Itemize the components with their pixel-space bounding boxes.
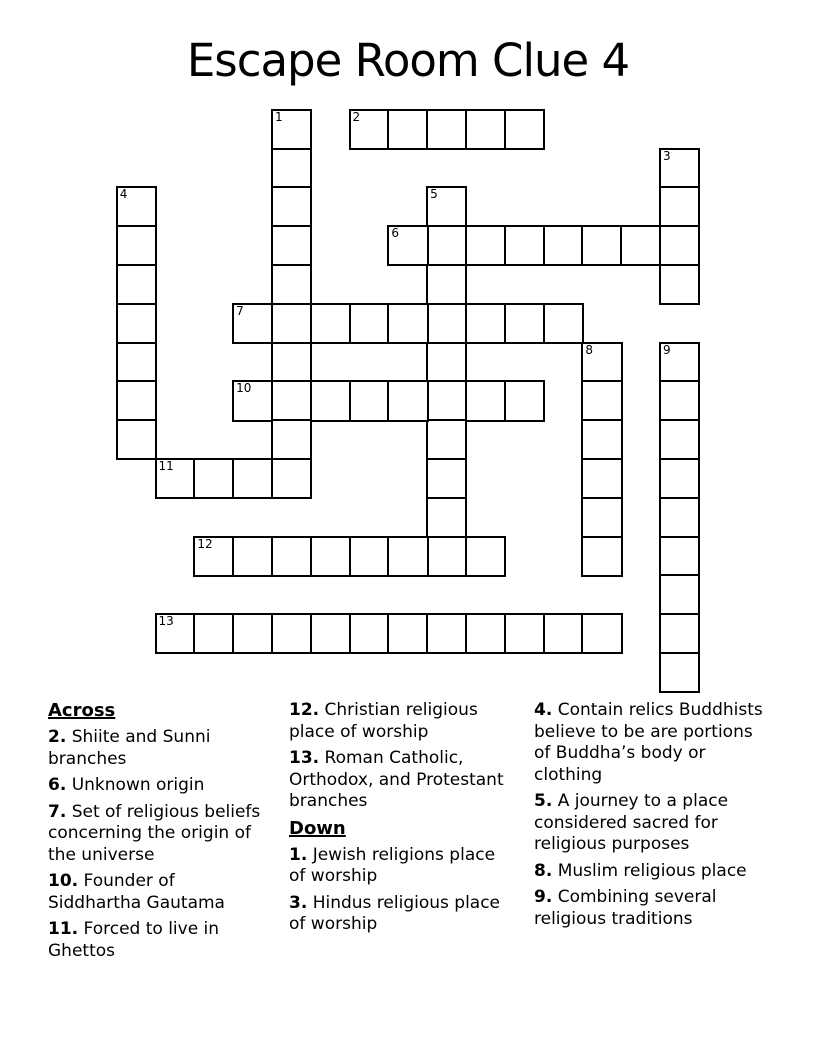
across-heading: Across (48, 700, 116, 721)
grid-cell (659, 264, 700, 305)
grid-cell (387, 380, 428, 421)
clue-text: Set of religious beliefs concerning the origin of the universe (48, 801, 261, 865)
clue-number: 6. (48, 775, 67, 795)
clue-down-9 (534, 887, 764, 930)
clue-number: 12. (289, 700, 320, 720)
grid-cell-7 (232, 303, 273, 344)
grid-cell (232, 536, 273, 577)
grid-cell (426, 380, 467, 421)
clue-down-1 (289, 845, 508, 888)
grid-cell (504, 303, 545, 344)
grid-cell (465, 613, 506, 654)
grid-cell-5 (426, 186, 467, 227)
grid-cell (659, 497, 700, 538)
grid-cell-9 (659, 342, 700, 383)
grid-cell-6 (387, 225, 428, 266)
clues-column-middle (289, 700, 508, 941)
grid-cell (543, 303, 584, 344)
grid-cell (271, 186, 312, 227)
grid-cell (116, 419, 157, 460)
grid-cell (193, 458, 234, 499)
grid-cell (271, 148, 312, 189)
grid-cell (620, 225, 661, 266)
grid-cell (426, 303, 467, 344)
grid-cell (659, 652, 700, 693)
grid-cell (349, 536, 390, 577)
grid-cell (659, 380, 700, 421)
grid-cell (271, 380, 312, 421)
clue-down-3 (289, 893, 508, 936)
clue-across-7 (48, 802, 270, 867)
grid-cell (271, 303, 312, 344)
clue-text: A journey to a place considered sacred for religious purposes (534, 791, 729, 854)
clue-text: Hindus religious place of worship (289, 892, 501, 934)
cell-number: 11 (158, 458, 174, 473)
grid-cell (581, 458, 622, 499)
clue-number: 8. (534, 860, 553, 881)
grid-cell (426, 419, 467, 460)
down-heading: Down (289, 817, 346, 839)
grid-cell (504, 225, 545, 266)
cell-number: 8 (585, 342, 593, 357)
clue-across-6 (48, 775, 270, 797)
cell-number: 1 (274, 109, 283, 124)
clue-text: Combining several religious traditions (534, 887, 717, 929)
grid-cell-4 (116, 186, 157, 227)
grid-cell (581, 225, 622, 266)
grid-cell (659, 458, 700, 499)
grid-cell (116, 380, 157, 421)
grid-cell (426, 264, 467, 305)
clue-number: 1. (289, 844, 308, 865)
clue-text: Christian religious place of worship (289, 700, 478, 742)
grid-cell (465, 380, 506, 421)
grid-cell (349, 303, 390, 344)
grid-cell (310, 613, 351, 654)
cell-number: 10 (236, 381, 252, 396)
clues-column-across (48, 700, 270, 967)
clue-text: Founder of Siddhartha Gautama (48, 871, 225, 913)
grid-cell (426, 109, 467, 150)
grid-cell-3 (659, 148, 700, 189)
clue-text: Roman Catholic, Orthodox, and Protestant branches (289, 748, 504, 811)
grid-cell (581, 419, 622, 460)
grid-cell (659, 419, 700, 460)
grid-cell (581, 380, 622, 421)
grid-cell (232, 613, 273, 654)
grid-cell (659, 225, 700, 266)
grid-cell (504, 380, 545, 421)
clue-number: 10. (48, 871, 79, 891)
clue-text: Forced to live in Ghettos (48, 919, 220, 961)
grid-cell (387, 613, 428, 654)
cell-number: 13 (158, 614, 174, 629)
grid-cell-11 (155, 458, 196, 499)
grid-cell (426, 613, 467, 654)
clue-down-4 (534, 700, 764, 786)
clue-number: 11. (48, 919, 79, 939)
clue-number: 7. (48, 801, 67, 822)
grid-cell (271, 264, 312, 305)
grid-cell (116, 342, 157, 383)
cell-number: 7 (236, 303, 244, 318)
clue-number: 2. (48, 727, 67, 747)
grid-cell (581, 497, 622, 538)
grid-cell (659, 613, 700, 654)
grid-cell (465, 225, 506, 266)
grid-cell (543, 225, 584, 266)
cell-number: 2 (352, 109, 361, 124)
grid-cell (271, 342, 312, 383)
grid-cell (271, 536, 312, 577)
grid-cell-1 (271, 109, 312, 150)
grid-cell (387, 536, 428, 577)
grid-cell (426, 342, 467, 383)
clue-across-13 (289, 748, 508, 813)
grid-cell (465, 536, 506, 577)
grid-cell (116, 225, 157, 266)
grid-cell (271, 225, 312, 266)
grid-cell (426, 536, 467, 577)
clue-number: 9. (534, 887, 553, 907)
grid-cell-8 (581, 342, 622, 383)
grid-cell (426, 458, 467, 499)
grid-cell (504, 613, 545, 654)
grid-cell (659, 574, 700, 615)
grid-cell-12 (193, 536, 234, 577)
grid-cell (232, 458, 273, 499)
grid-cell (504, 109, 545, 150)
page-title: Escape Room Clue 4 (186, 34, 630, 87)
grid-cell (310, 536, 351, 577)
clue-number: 5. (534, 791, 553, 811)
grid-cell (465, 109, 506, 150)
clue-across-2 (48, 727, 270, 770)
grid-cell (116, 264, 157, 305)
grid-cell (193, 613, 234, 654)
grid-cell (271, 419, 312, 460)
clue-down-8 (534, 861, 764, 883)
grid-cell (387, 109, 428, 150)
grid-cell (581, 613, 622, 654)
grid-cell-10 (232, 380, 273, 421)
grid-cell-2 (349, 109, 390, 150)
clue-text: Unknown origin (66, 775, 205, 795)
clue-number: 4. (534, 700, 553, 720)
clue-down-5 (534, 791, 764, 856)
clue-text: Contain relics Buddhists believe to be are portions of Buddha’s body or clothing (534, 700, 763, 785)
cell-number: 9 (662, 342, 671, 357)
cell-number: 4 (119, 187, 128, 202)
grid-cell (387, 303, 428, 344)
clues-column-down (534, 700, 764, 935)
grid-cell (349, 380, 390, 421)
grid-cell (310, 380, 351, 421)
grid-cell (659, 186, 700, 227)
clue-text: Muslim religious place (552, 860, 747, 881)
cell-number: 3 (662, 148, 671, 163)
grid-cell (116, 303, 157, 344)
clue-text: Shiite and Sunni branches (48, 727, 211, 769)
clue-text: Jewish religions place of worship (289, 844, 496, 886)
clue-number: 13. (289, 748, 320, 768)
grid-cell (349, 613, 390, 654)
clue-across-10 (48, 871, 270, 914)
clue-across-11 (48, 919, 270, 962)
grid-cell (310, 303, 351, 344)
clue-across-12 (289, 700, 508, 743)
clue-number: 3. (289, 892, 308, 913)
grid-cell (465, 303, 506, 344)
grid-cell (271, 458, 312, 499)
cell-number: 12 (197, 536, 213, 551)
cell-number: 6 (391, 226, 399, 241)
grid-cell (271, 613, 312, 654)
grid-cell (659, 536, 700, 577)
grid-cell-13 (155, 613, 196, 654)
grid-cell (426, 497, 467, 538)
grid-cell (543, 613, 584, 654)
grid-cell (426, 225, 467, 266)
grid-cell (581, 536, 622, 577)
cell-number: 5 (430, 187, 438, 202)
